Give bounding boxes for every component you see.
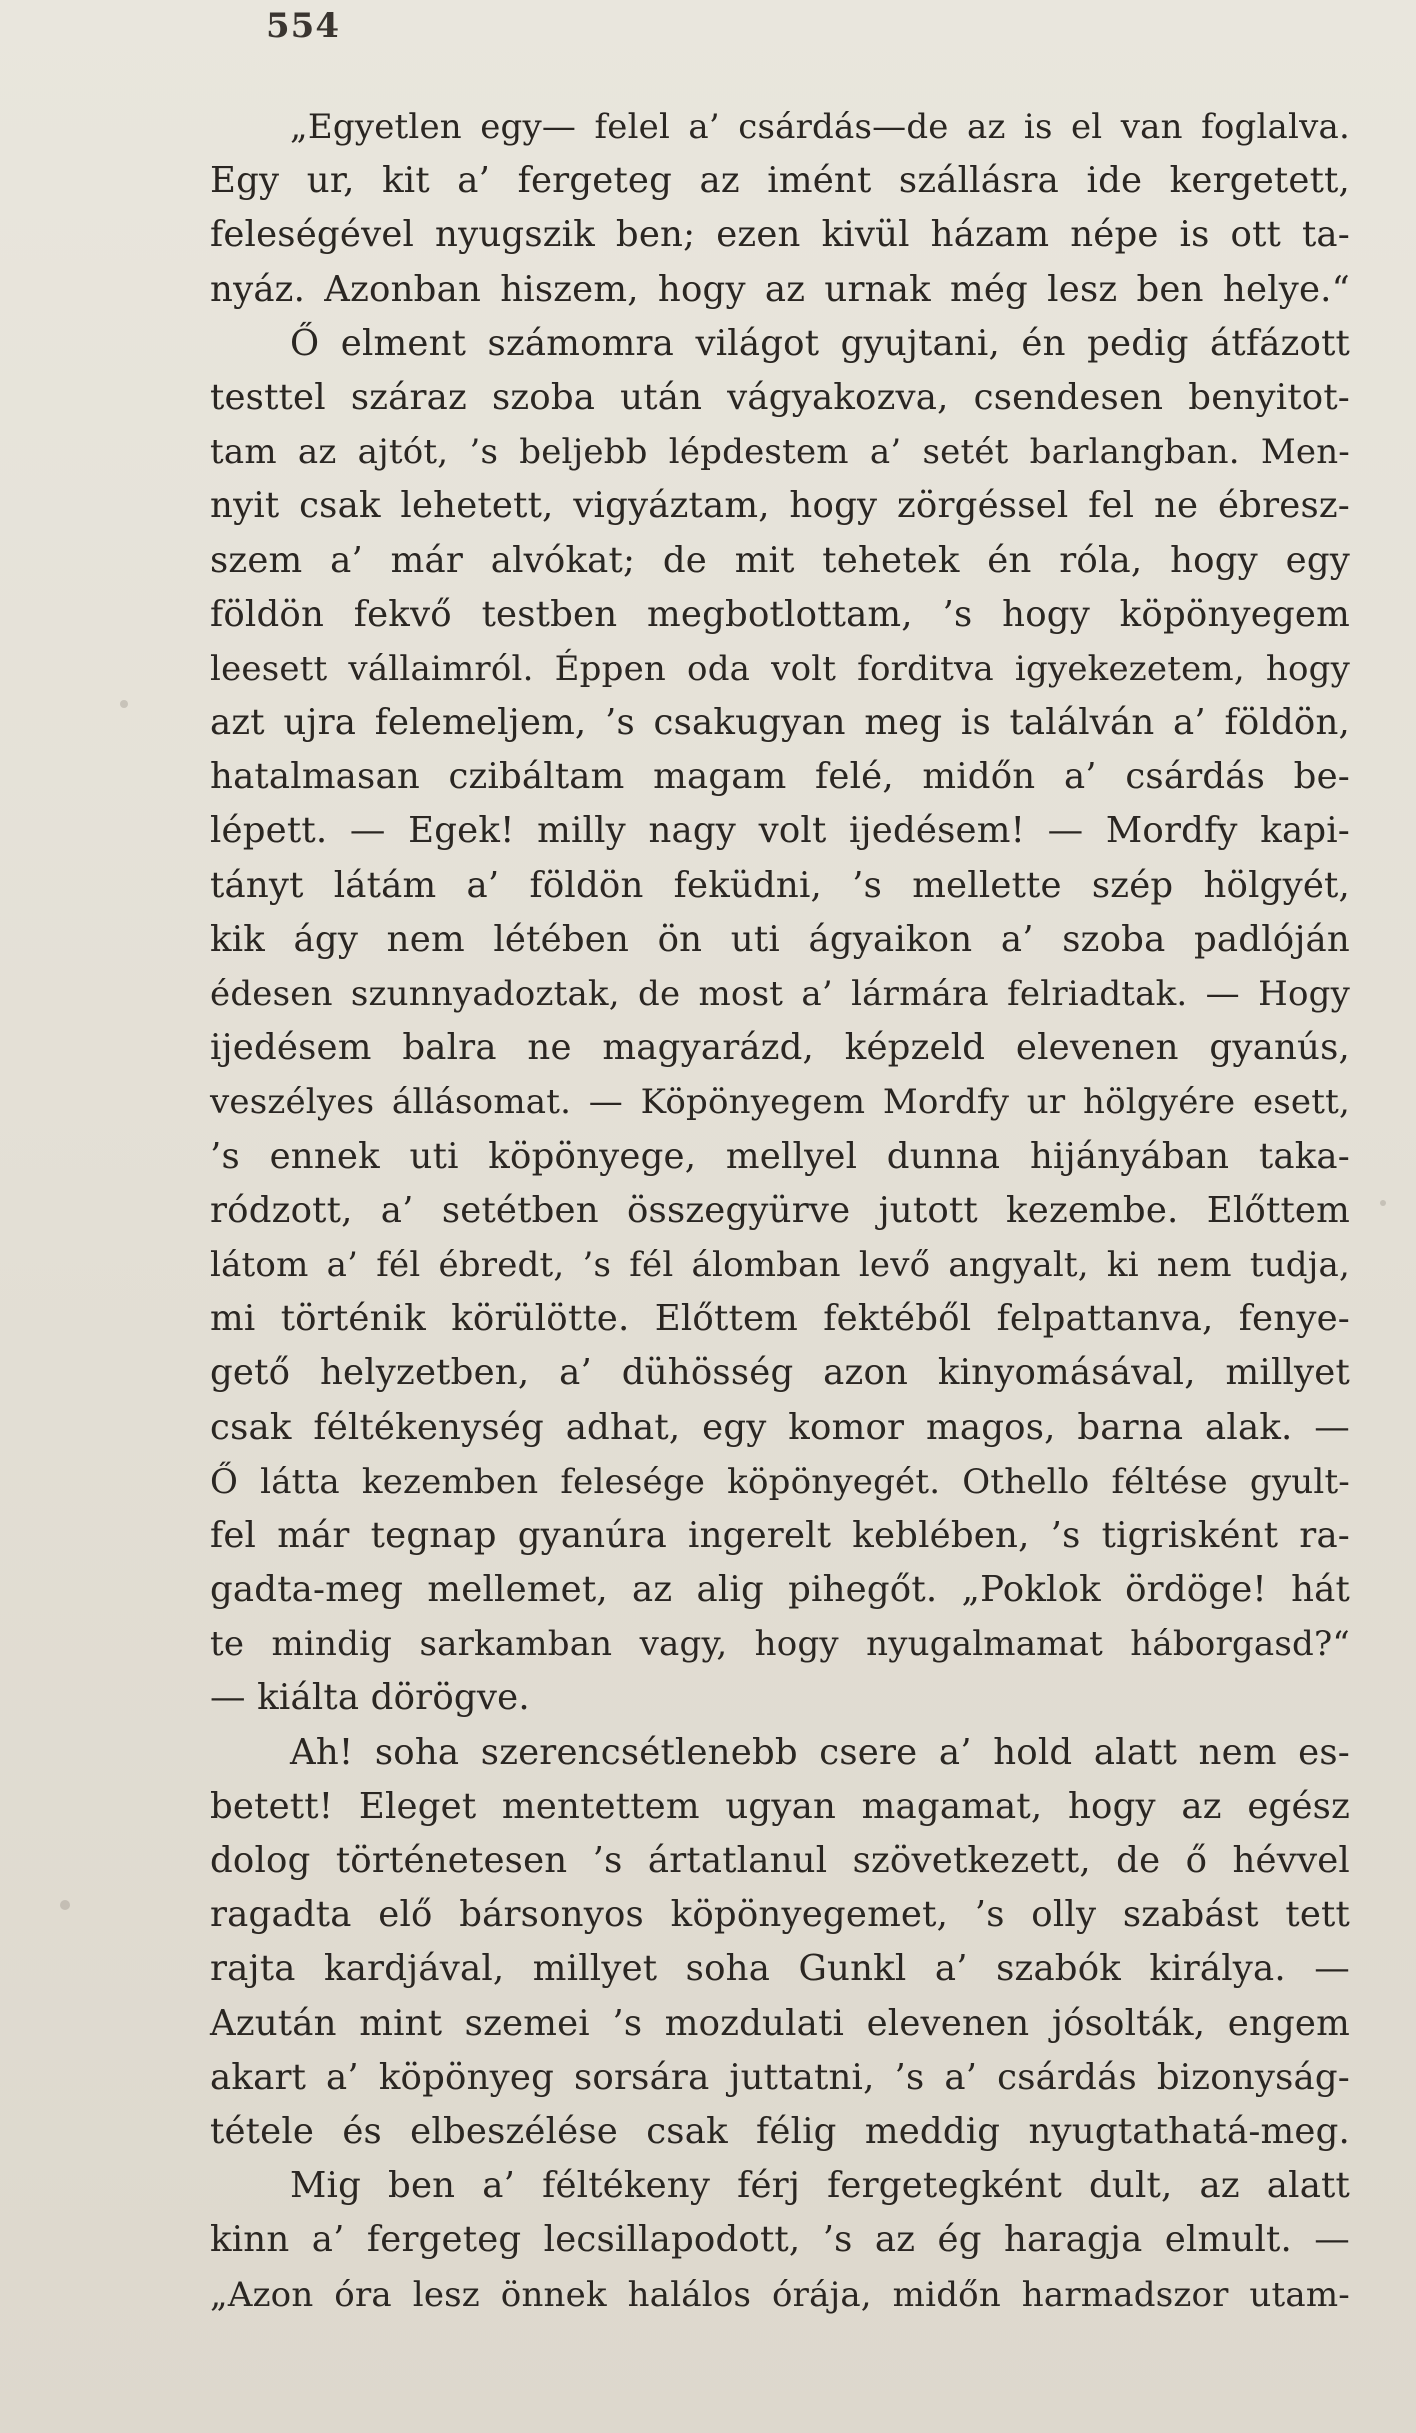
text-line: Azután mint szemei ’s mozdulati elevenen jósolták, engem: [210, 2002, 1350, 2044]
text-line: szem a’ már alvókat; de mit tehetek én róla, hogy egy: [210, 539, 1350, 581]
text-line: — kiálta dörögve.: [210, 1677, 530, 1719]
text-line: látom a’ fél ébredt, ’s fél álomban levő angyalt, ki nem tudja,: [210, 1244, 1350, 1285]
text-line: te mindig sarkamban vagy, hogy nyugalmamat háborgasd?“: [210, 1624, 1350, 1665]
text-line: dolog történetesen ’s ártatlanul szövetkezett, de ő hévvel: [210, 1840, 1350, 1881]
text-line: gadta-meg mellemet, az alig pihegőt. „Poklok ördöge! hát: [210, 1569, 1350, 1611]
text-line: rajta kardjával, millyet soha Gunkl a’ szabók királya. —: [210, 1948, 1350, 1990]
paper-speck: [60, 1900, 70, 1910]
text-line: nyáz. Azonban hiszem, hogy az urnak még lesz ben helye.“: [210, 268, 1350, 310]
paper-speck: [1380, 1200, 1386, 1206]
text-line: kik ágy nem létében ön uti ágyaikon a’ szoba padlóján: [210, 918, 1350, 960]
text-line: Mig ben a’ féltékeny férj fergetegként dult, az alatt: [290, 2165, 1350, 2207]
text-line: mi történik körülötte. Előttem fektéből felpattanva, fenye-: [210, 1298, 1350, 1340]
text-line: nyit csak lehetett, vigyáztam, hogy zörgéssel fel ne ébresz-: [210, 485, 1350, 527]
text-line: fel már tegnap gyanúra ingerelt keblében, ’s tigrisként ra-: [210, 1514, 1350, 1556]
text-line: tányt látám a’ földön feküdni, ’s mellette szép hölgyét,: [210, 864, 1350, 906]
text-line: földön fekvő testben megbotlottam, ’s hogy köpönyegem: [210, 593, 1350, 635]
text-line: leesett vállaimról. Éppen oda volt forditva igyekezetem, hogy: [210, 648, 1350, 689]
text-line: „Egyetlen egy— felel a’ csárdás—de az is el van foglalva.: [290, 107, 1350, 147]
text-line: ragadta elő bársonyos köpönyegemet, ’s olly szabást tett: [210, 1894, 1350, 1936]
text-line: Ő látta kezemben felesége köpönyegét. Othello féltése gyult-: [210, 1461, 1350, 1502]
text-line: akart a’ köpönyeg sorsára juttatni, ’s a’ csárdás bizonyság-: [210, 2056, 1350, 2098]
text-line: gető helyzetben, a’ dühösség azon kinyomásával, millyet: [210, 1352, 1350, 1394]
text-line: Ő elment számomra világot gyujtani, én pedig átfázott: [290, 322, 1350, 364]
text-line: édesen szunnyadoztak, de most a’ lármára felriadtak. — Hogy: [210, 974, 1350, 1014]
text-line: azt ujra felemeljem, ’s csakugyan meg is találván a’ földön,: [210, 702, 1350, 744]
text-line: ijedésem balra ne magyarázd, képzeld elevenen gyanús,: [210, 1027, 1350, 1069]
text-line: testtel száraz szoba után vágyakozva, csendesen benyitot-: [210, 376, 1350, 418]
text-line: „Azon óra lesz önnek halálos órája, midőn harmadszor utam-: [210, 2274, 1350, 2315]
text-line: kinn a’ fergeteg lecsillapodott, ’s az ég haragja elmult. —: [210, 2219, 1350, 2261]
text-line: ródzott, a’ setétben összegyürve jutott kezembe. Előttem: [210, 1189, 1350, 1231]
body-text: [210, 100, 1350, 2322]
paper-speck: [120, 700, 128, 708]
text-line: tam az ajtót, ’s beljebb lépdestem a’ setét barlangban. Men-: [210, 432, 1350, 473]
text-line: Ah! soha szerencsétlenebb csere a’ hold alatt nem es-: [290, 1731, 1350, 1773]
text-line: betett! Eleget mentettem ugyan magamat, hogy az egész: [210, 1785, 1350, 1827]
text-line: csak féltékenység adhat, egy komor magos, barna alak. —: [210, 1406, 1350, 1448]
page-number: 554: [266, 6, 340, 46]
text-line: hatalmasan czibáltam magam felé, midőn a’ csárdás be-: [210, 756, 1350, 798]
text-line: feleségével nyugszik ben; ezen kivül házam népe is ott ta-: [210, 214, 1350, 256]
text-line: tétele és elbeszélése csak félig meddig nyugtathatá-meg.: [210, 2110, 1350, 2152]
text-line: Egy ur, kit a’ fergeteg az imént szállásra ide kergetett,: [210, 160, 1350, 202]
text-line: lépett. — Egek! milly nagy volt ijedésem! — Mordfy kapi-: [210, 810, 1350, 852]
text-line: ’s ennek uti köpönyege, mellyel dunna hijányában taka-: [210, 1135, 1350, 1177]
text-line: veszélyes állásomat. — Köpönyegem Mordfy ur hölgyére esett,: [210, 1082, 1350, 1123]
